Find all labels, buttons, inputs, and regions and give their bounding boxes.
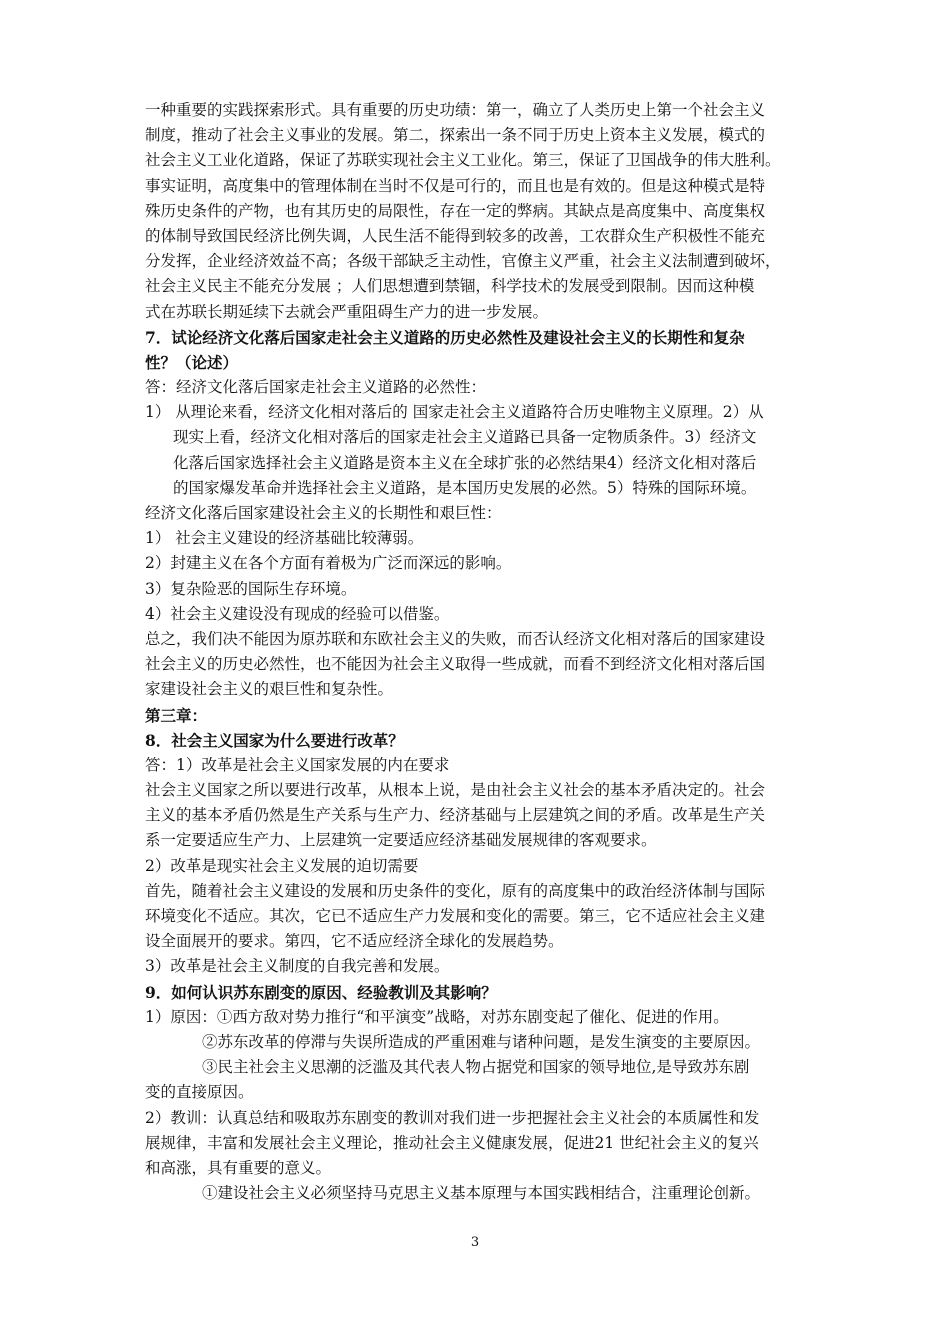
- text-line: 社会主义工业化道路，保证了苏联实现社会主义工业化。第三，保证了卫国战争的伟大胜利。: [145, 151, 781, 170]
- text-line: 经济文化落后国家建设社会主义的长期性和艰巨性：: [145, 504, 502, 522]
- text-line: ①建设社会主义必须坚持马克思主义基本原理与本国实践相结合，注重理论创新。: [202, 1184, 761, 1203]
- text-line: 社会主义民主不能充分发展 ；人们思想遭到禁锢，科学技术的发展受到限制。因而这种模: [145, 277, 755, 296]
- text-line: ③民主社会主义思潮的泛滥及其代表人物占据党和国家的领导地位,是导致苏东剧: [202, 1058, 750, 1077]
- text-line: 1） 从理论来看，经济文化相对落后的 国家走社会主义道路符合历史唯物主义原理。2）从: [145, 403, 764, 422]
- text-line: 变的直接原因。: [145, 1083, 254, 1102]
- text-line: 首先，随着社会主义建设的发展和历史条件的变化，原有的高度集中的政治经济体制与国际: [145, 881, 766, 900]
- text-line: 分发挥，企业经济效益不高；各级干部缺乏主动性，官僚主义严重，社会主义法制遭到破坏，: [145, 252, 781, 271]
- text-line: 2）改革是现实社会主义发展的迫切需要: [145, 856, 419, 875]
- heading-line: 8．社会主义国家为什么要进行改革？: [145, 730, 404, 750]
- text-line: 事实证明，高度集中的管理体制在当时不仅是可行的，而且也是有效的。但是这种模式是特: [145, 176, 766, 195]
- text-line: 设全面展开的要求。第四，它不适应经济全球化的发展趋势。: [145, 932, 564, 951]
- heading-line: 性？（论述）: [145, 352, 239, 372]
- text-line: 4）社会主义建设没有现成的经验可以借鉴。: [145, 604, 450, 623]
- text-line: 总之，我们决不能因为原苏联和东欧社会主义的失败，而否认经济文化相对落后的国家建设: [145, 629, 766, 648]
- text-line: 的体制导致国民经济比例失调，人民生活不能得到较多的改善，工农群众生产积极性不能充: [145, 226, 766, 245]
- text-line: 答：1）改革是社会主义国家发展的内在要求: [145, 755, 450, 774]
- text-line: 现实上看，经济文化相对落后的国家走社会主义道路已具备一定物质条件。3）经济文: [173, 428, 757, 447]
- text-line: 式在苏联长期延续下去就会严重阻碍生产力的进一步发展。: [145, 302, 549, 321]
- heading-line: 第三章：: [145, 705, 208, 725]
- text-line: 答：经济文化落后国家走社会主义道路的必然性：: [145, 378, 487, 397]
- text-line: 2）封建主义在各个方面有着极为广泛而深远的影响。: [145, 554, 512, 573]
- text-line: 3）复杂险恶的国际生存环境。: [145, 579, 357, 598]
- text-line: 2）教训：认真总结和吸取苏东剧变的教训对我们进一步把握社会主义社会的本质属性和发: [145, 1108, 760, 1127]
- heading-line: 7．试论经济文化落后国家走社会主义道路的历史必然性及建设社会主义的长期性和复杂: [145, 327, 745, 347]
- text-line: ②苏东改革的停滞与失误所造成的严重困难与诸种问题，是发生演变的主要原因。: [202, 1032, 761, 1051]
- text-line: 一种重要的实践探索形式。具有重要的历史功绩：第一，确立了人类历史上第一个社会主义: [145, 101, 766, 119]
- text-line: 家建设社会主义的艰巨性和复杂性。: [145, 680, 394, 699]
- text-line: 社会主义国家之所以要进行改革，从根本上说，是由社会主义社会的基本矛盾决定的。社会: [145, 781, 766, 800]
- text-line: 1） 社会主义建设的经济基础比较薄弱。: [145, 529, 424, 548]
- text-line: 系一定要适应生产力、上层建筑一定要适应经济基础发展规律的客观要求。: [145, 831, 657, 850]
- text-line: 1）原因：①西方敌对势力推行“和平演变”战略，对苏东剧变起了催化、促进的作用。: [145, 1007, 729, 1026]
- text-line: 环境变化不适应。其次，它已不适应生产力发展和变化的需要。第三，它不适应社会主义建: [145, 907, 766, 925]
- text-line: 和高涨，具有重要的意义。: [145, 1158, 332, 1177]
- text-line: 化落后国家选择社会主义道路是资本主义在全球扩张的必然结果4）经济文化相对落后: [173, 453, 757, 472]
- text-line: 展规律，丰富和发展社会主义理论，推动社会主义健康发展，促进21 世纪社会主义的复兴: [145, 1133, 759, 1152]
- heading-line: 9．如何认识苏东剧变的原因、经验教训及其影响？: [145, 982, 497, 1002]
- text-line: 制度，推动了社会主义事业的发展。第二，探索出一条不同于历史上资本主义发展，模式的: [145, 126, 766, 145]
- document-body: [145, 98, 807, 1206]
- page-number: 3: [470, 1235, 480, 1250]
- text-line: 的国家爆发革命并选择社会主义道路，是本国历史发展的必然。5）特殊的国际环境。: [173, 478, 757, 497]
- text-line: 殊历史条件的产物，也有其历史的局限性，存在一定的弊病。其缺点是高度集中、高度集权: [145, 201, 766, 220]
- text-line: 主义的基本矛盾仍然是生产关系与生产力、经济基础与上层建筑之间的矛盾。改革是生产关: [145, 806, 766, 825]
- text-line: 社会主义的历史必然性，也不能因为社会主义取得一些成就，而看不到经济文化相对落后国: [145, 655, 766, 674]
- text-line: 3）改革是社会主义制度的自我完善和发展。: [145, 957, 450, 976]
